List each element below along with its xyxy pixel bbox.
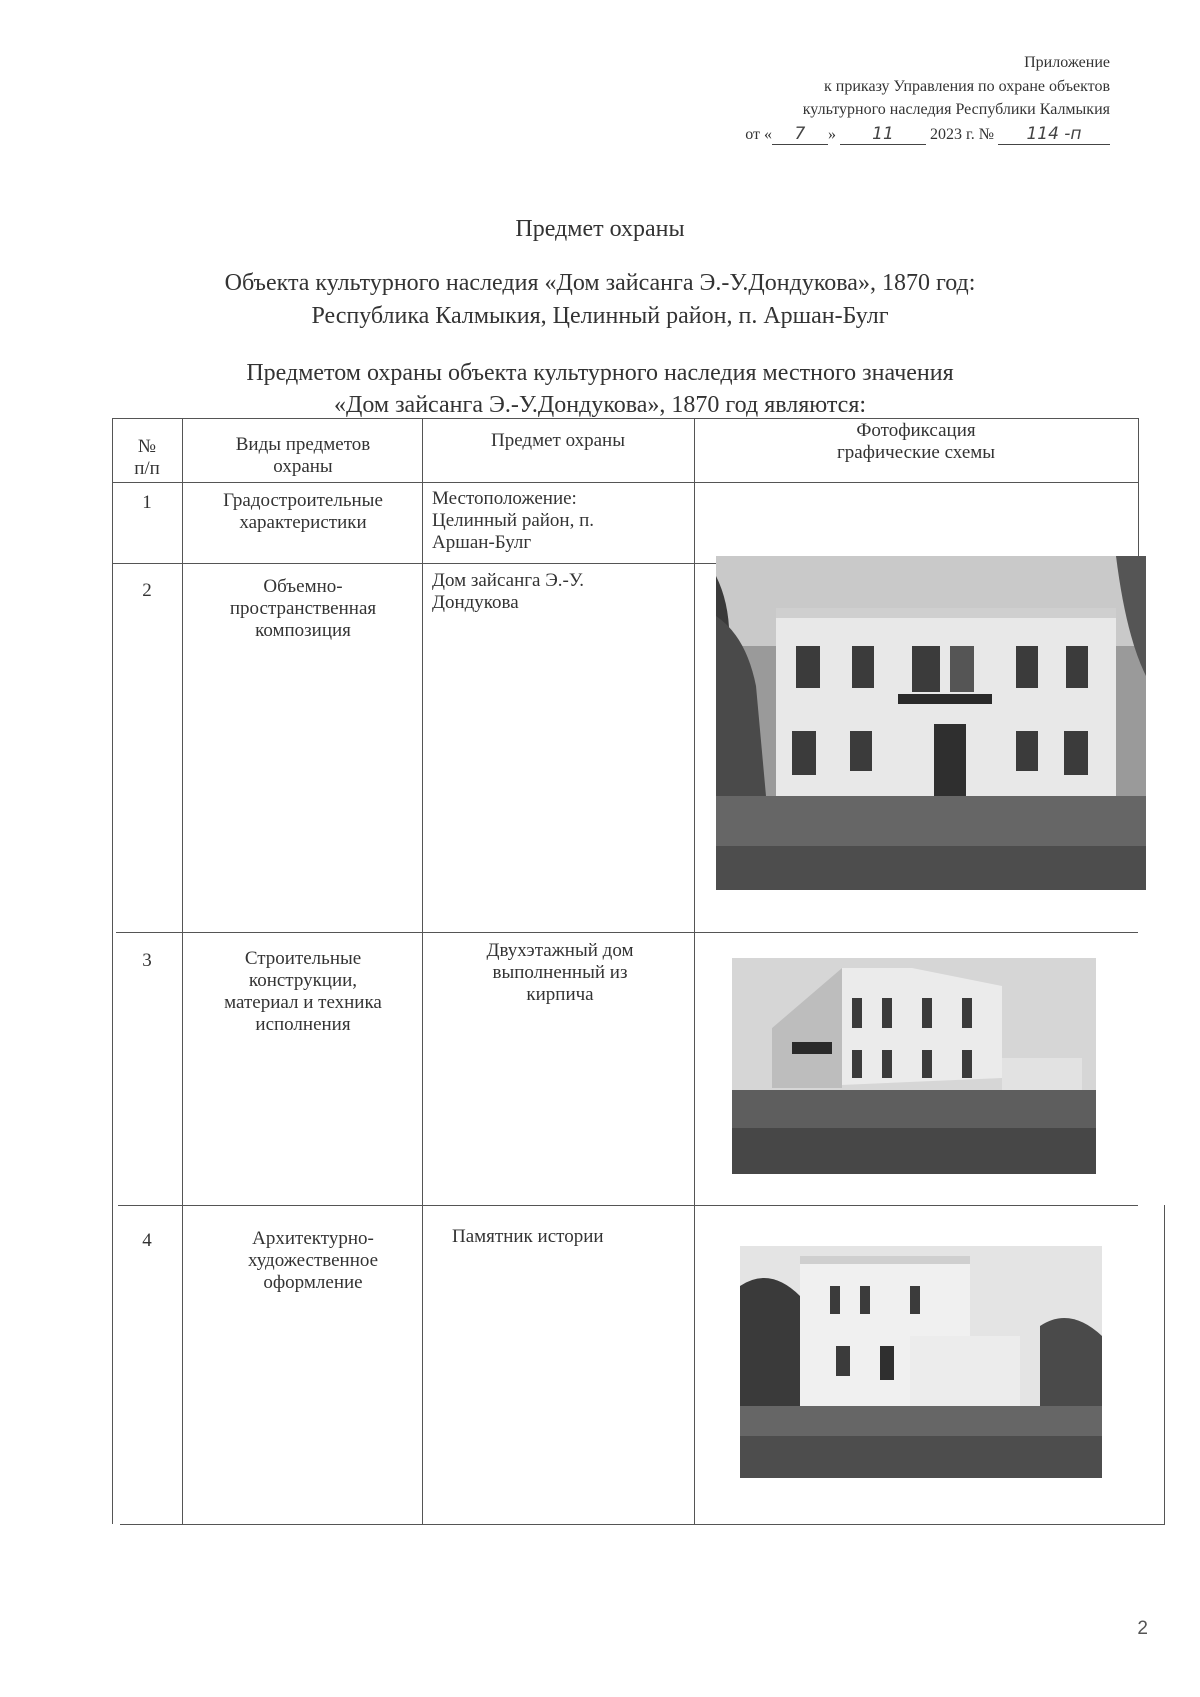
row1-num: 1 [142, 492, 152, 513]
order-number-handwritten: 114 -п [998, 124, 1110, 145]
row4-photo-house-rear [740, 1246, 1102, 1478]
header-subject: Предмет охраны [491, 430, 625, 451]
date-month-handwritten: 11 [840, 124, 926, 145]
row3-subject: Двухэтажный дом выполненный из кирпича [486, 940, 634, 1005]
row4-subject: Памятник истории [452, 1226, 604, 1247]
table-row-divider [116, 932, 1138, 933]
object-title-line1: Объекта культурного наследия «Дом зайсанга Э.-У.Дондукова», 1870 год: [224, 270, 976, 296]
row4-type: Архитектурно- художественное оформление [247, 1228, 379, 1293]
header-num: № п/п [134, 436, 160, 479]
table-column-divider [182, 418, 183, 1524]
row3-photo-house-side [732, 958, 1096, 1174]
row4-num: 4 [142, 1230, 152, 1251]
table-column-divider [694, 418, 695, 1524]
page-number: 2 [1137, 1618, 1148, 1639]
table-header-divider [112, 482, 1138, 483]
date-mid: » [827, 126, 836, 143]
table-border-top [112, 418, 1138, 419]
order-reference-line1: к приказу Управления по охране объектов [824, 78, 1110, 95]
row2-subject: Дом зайсанга Э.-У. Дондукова [432, 570, 584, 613]
row2-num: 2 [142, 580, 152, 601]
header-photo: Фотофиксация графические схемы [836, 420, 996, 463]
row3-type: Строительные конструкции, материал и техника исполнения [224, 948, 382, 1035]
row1-type: Градостроительные характеристики [223, 490, 383, 533]
row1-subject: Местоположение: Целинный район, п. Аршан-Булг [432, 488, 595, 553]
date-prefix: от « [745, 126, 772, 143]
row2-type: Объемно- пространственная композиция [229, 576, 377, 641]
intro-line2: «Дом зайсанга Э.-У.Дондукова», 1870 год являются: [333, 392, 867, 418]
table-row-divider [118, 1205, 1138, 1206]
table-border-bottom [120, 1524, 1164, 1525]
appendix-label: Приложение [1024, 54, 1110, 71]
table-column-divider [422, 418, 423, 1524]
page-title: Предмет охраны [515, 216, 685, 242]
date-day-handwritten: 7 [772, 124, 828, 145]
order-date-line [745, 124, 1110, 145]
row2-photo-house-front [716, 556, 1146, 890]
object-title-line2: Республика Калмыкия, Целинный район, п. Аршан-Булг [311, 303, 889, 329]
table-border-left [112, 418, 113, 1524]
order-reference-line2: культурного наследия Республики Калмыкия [802, 101, 1110, 118]
header-types: Виды предметов охраны [235, 434, 371, 477]
table-border-right-upper [1138, 418, 1139, 564]
table-border-right-lower [1164, 1205, 1165, 1525]
date-year: 2023 г. № [929, 126, 994, 143]
row3-num: 3 [142, 950, 152, 971]
intro-line1: Предметом охраны объекта культурного наследия местного значения [246, 360, 954, 386]
